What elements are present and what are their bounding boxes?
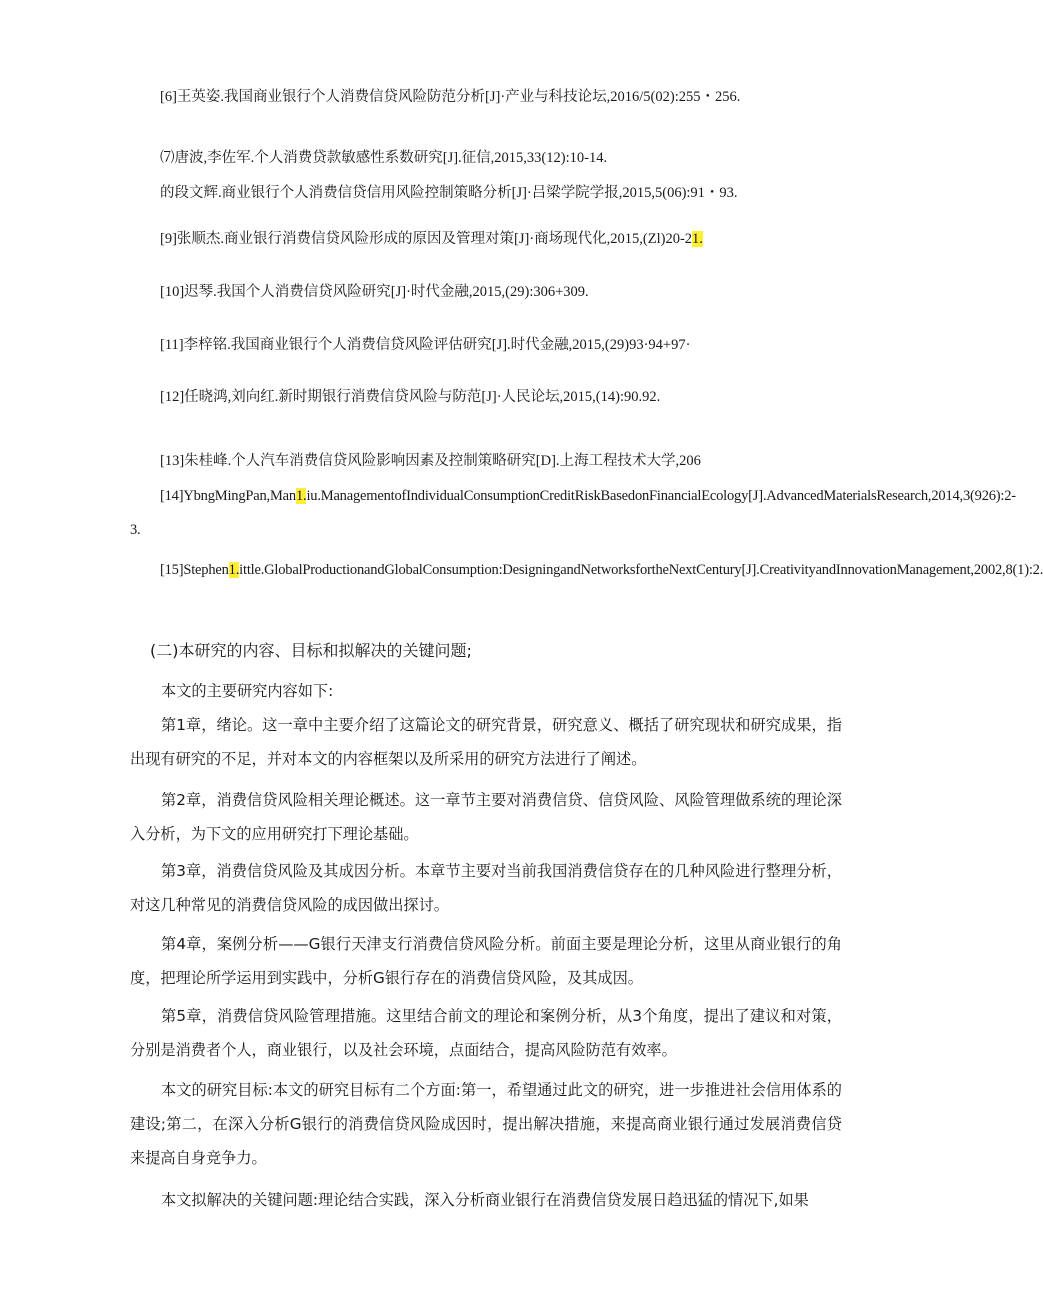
paragraph-chapter-5: 第5章，消费信贷风险管理措施。这里结合前文的理论和案例分析，从3个角度，提出了建议和对策，分别是消费者个人，商业银行，以及社会环境，点面结合，提高风险防范有效率。 bbox=[130, 1007, 842, 1059]
paragraph-chapter-3: 第3章，消费信贷风险及其成因分析。本章节主要对当前我国消费信贷存在的几种风险进行整理分析，对这几种常见的消费信贷风险的成因做出探讨。 bbox=[130, 862, 842, 914]
paragraph-chapter-1: 第1章，绪论。这一章中主要介绍了这篇论文的研究背景，研究意义、概括了研究现状和研究成果，指出现有研究的不足，并对本文的内容框架以及所采用的研究方法进行了阐述。 bbox=[130, 716, 842, 768]
paragraph-research-goal: 本文的研究目标:本文的研究目标有二个方面:第一，希望通过此文的研究，进一步推进社会信用体系的建设;第二，在深入分析G银行的消费信贷风险成因时，提出解决措施，来提高商业银行通过发展消费信贷来提高自身竞争力。 bbox=[130, 1081, 842, 1167]
reference-12: [12]任晓鸿,刘向红.新时期银行消费信贷风险与防范[J]·人民论坛,2015,(14):90.92. bbox=[160, 389, 661, 405]
highlight-mark: 1. bbox=[228, 562, 240, 578]
reference-7: ⑺唐波,李佐军.个人消费贷款敏感性系数研究[J].征信,2015,33(12):10-14. bbox=[160, 150, 608, 166]
highlight-mark: 1. bbox=[295, 488, 307, 504]
reference-15: [15]Stephen1.ittle.GlobalProductionandGlobalConsumption:DesigningandNetworksfortheNextCentury[J].CreativityandInnovationManagement,2002,8(1):2. bbox=[160, 562, 1043, 578]
paragraph-key-problems: 本文拟解决的关键问题:理论结合实践，深入分析商业银行在消费信贷发展日趋迅猛的情况下,如果 bbox=[161, 1191, 809, 1209]
reference-13: [13]朱桂峰.个人汽车消费信贷风险影响因素及控制策略研究[D].上海工程技术大学,206 bbox=[160, 453, 701, 469]
reference-8: 的段文辉.商业银行个人消费信贷信用风险控制策略分析[J]·吕梁学院学报,2015,5(06):91・93. bbox=[160, 185, 738, 201]
reference-11: [11]李梓铭.我国商业银行个人消费信贷风险评估研究[J].时代金融,2015,(29)93·94+97· bbox=[160, 337, 691, 353]
highlight-mark: 1. bbox=[692, 231, 703, 247]
paragraph-chapter-2: 第2章，消费信贷风险相关理论概述。这一章节主要对消费信贷、信贷风险、风险管理做系统的理论深入分析，为下文的应用研究打下理论基础。 bbox=[130, 791, 842, 843]
reference-9: [9]张顺杰.商业银行消费信贷风险形成的原因及管理对策[J]·商场现代化,2015,(Zl)20-21. bbox=[160, 231, 703, 247]
reference-14: [14]YbngMingPan,Man1.iu.ManagementofIndividualConsumptionCreditRiskBasedonFinancialEcology[J].AdvancedMaterialsResearch,2014,3(926):2-3. bbox=[130, 488, 1016, 538]
section-heading: (二)本研究的内容、目标和拟解决的关键问题; bbox=[150, 641, 472, 660]
reference-10: [10]迟琴.我国个人消费信贷风险研究[J]·时代金融,2015,(29):306+309. bbox=[160, 284, 589, 300]
reference-6: [6]王英姿.我国商业银行个人消费信贷风险防范分析[J]·产业与科技论坛,2016/5(02):255・256. bbox=[160, 89, 741, 105]
paragraph-intro: 本文的主要研究内容如下: bbox=[161, 682, 334, 700]
paragraph-chapter-4: 第4章，案例分析——G银行天津支行消费信贷风险分析。前面主要是理论分析，这里从商业银行的角度，把理论所学运用到实践中，分析G银行存在的消费信贷风险，及其成因。 bbox=[130, 935, 842, 987]
